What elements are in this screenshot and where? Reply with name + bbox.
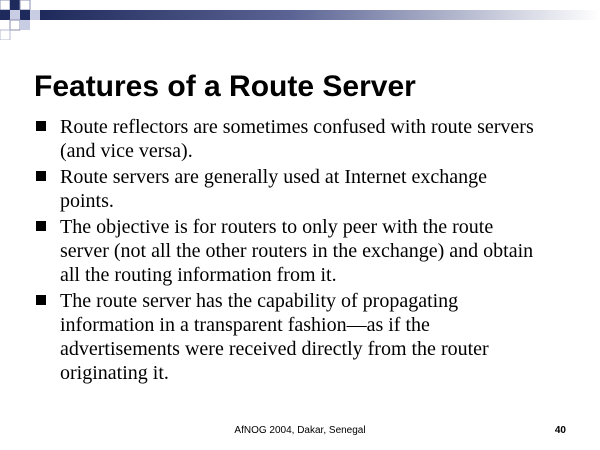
decor-square-8: [10, 20, 20, 30]
square-bullet-icon: [36, 171, 46, 181]
list-item: [36, 289, 536, 385]
decor-square-7: [30, 10, 40, 20]
decor-square-9: [20, 20, 30, 30]
bullet-list: [36, 115, 536, 387]
list-item: [36, 165, 536, 213]
bullet-text: The objective is for routers to only peer with the route server (not all the other routers in the exchange) and obtain all the routing information from it.: [60, 216, 534, 286]
slide-footer: AfNOG 2004, Dakar, Senegal: [234, 425, 366, 436]
square-bullet-icon: [36, 121, 46, 131]
list-item: [36, 215, 536, 287]
square-bullet-icon: [36, 221, 46, 231]
decor-square-1: [0, 0, 10, 10]
bullet-text: The route server has the capability of propagating information in a transparent fashion—as if the advertisements were received directly from the router originating it.: [60, 290, 489, 384]
list-item: [36, 115, 536, 163]
bullet-text: Route servers are generally used at Internet exchange points.: [60, 166, 488, 212]
decor-square-4: [0, 10, 10, 20]
decor-square-2: [10, 0, 20, 10]
header-decoration: [0, 0, 600, 40]
decor-square-10: [0, 30, 10, 40]
header-gradient-band: [40, 10, 600, 20]
decor-square-3: [20, 0, 30, 10]
decor-square-6: [20, 10, 30, 20]
slide-title: Features of a Route Server: [34, 70, 416, 103]
decor-square-5: [10, 10, 20, 20]
page-number: 40: [554, 425, 566, 436]
square-bullet-icon: [36, 295, 46, 305]
bullet-text: Route reflectors are sometimes confused with route servers (and vice versa).: [60, 116, 534, 162]
